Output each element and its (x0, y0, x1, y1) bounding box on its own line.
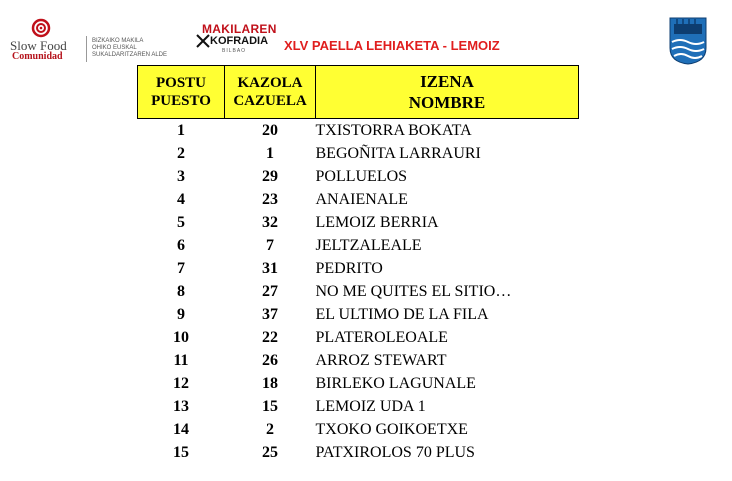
cross-swords-icon (196, 34, 210, 48)
bilbao-text: BILBAO (222, 48, 247, 54)
header-line: KAZOLA (237, 75, 303, 91)
makilaren-kofradia-logo (196, 20, 276, 60)
cell-position: 1 (177, 122, 185, 139)
makilaren-text: MAKILAREN (202, 22, 277, 36)
header-name (316, 66, 579, 119)
logo-divider (86, 36, 87, 62)
cell-name: LEMOIZ UDA 1 (315, 398, 426, 415)
cell-name: TXISTORRA BOKATA (315, 122, 472, 139)
header-line: IZENA (420, 72, 474, 91)
cell-name: ANAIENALE (315, 191, 408, 208)
cell-position: 13 (173, 398, 189, 415)
cell-pot: 22 (262, 329, 278, 346)
cell-position: 14 (173, 421, 189, 438)
cell-position: 2 (177, 145, 185, 162)
cell-name: NO ME QUITES EL SITIO… (315, 283, 512, 300)
tagline-line: OHIKO EUSKAL (92, 45, 137, 51)
header-position (138, 66, 225, 119)
table-row (138, 234, 579, 257)
cell-position: 4 (177, 191, 185, 208)
cell-name: PATXIROLOS 70 PLUS (315, 444, 475, 461)
header-line: NOMBRE (408, 93, 486, 112)
cell-position: 12 (173, 375, 189, 392)
slow-food-name: Slow Food (10, 38, 67, 53)
slow-food-sub: Comunidad (12, 51, 63, 62)
cell-pot: 15 (262, 398, 278, 415)
table-row (138, 119, 579, 143)
table-row (138, 418, 579, 441)
cell-position: 11 (173, 352, 189, 369)
kofradia-text: KOFRADIA (210, 35, 269, 47)
cell-pot: 26 (262, 352, 278, 369)
header-line: CAZUELA (233, 93, 307, 109)
table-row (138, 326, 579, 349)
cell-pot: 23 (262, 191, 278, 208)
cell-name: ARROZ STEWART (315, 352, 447, 369)
cell-pot: 27 (262, 283, 278, 300)
cell-name: PLATEROLEOALE (315, 329, 448, 346)
event-title: XLV PAELLA LEHIAKETA - LEMOIZ (284, 38, 500, 53)
results-table (137, 65, 579, 464)
cell-pot: 29 (262, 168, 278, 185)
cell-position: 6 (177, 237, 185, 254)
table-row (138, 188, 579, 211)
cell-name: PEDRITO (315, 260, 383, 277)
cell-pot: 25 (262, 444, 278, 461)
table-row (138, 280, 579, 303)
slow-food-tagline (92, 38, 167, 59)
cell-position: 15 (173, 444, 189, 461)
cell-name: JELTZALEALE (315, 237, 422, 254)
cell-pot: 7 (266, 237, 274, 254)
cell-pot: 1 (266, 145, 274, 162)
tagline-line: BIZKAIKO MAKILA (92, 38, 144, 44)
table-row (138, 441, 579, 464)
cell-pot: 18 (262, 375, 278, 392)
cell-position: 9 (177, 306, 185, 323)
municipal-shield-icon (668, 16, 708, 66)
table-row (138, 372, 579, 395)
cell-position: 3 (177, 168, 185, 185)
header-line: POSTU (155, 75, 206, 91)
cell-pot: 20 (262, 122, 278, 139)
cell-name: LEMOIZ BERRIA (315, 214, 439, 231)
slow-food-logo (6, 18, 181, 66)
cell-name: POLLUELOS (315, 168, 408, 185)
table-row (138, 165, 579, 188)
cell-position: 10 (173, 329, 189, 346)
cell-pot: 37 (262, 306, 278, 323)
cell-name: TXOKO GOIKOETXE (315, 421, 468, 438)
header-row (138, 66, 579, 119)
table-row (138, 257, 579, 280)
cell-position: 5 (177, 214, 185, 231)
table-row (138, 349, 579, 372)
header-line: PUESTO (151, 93, 211, 109)
cell-position: 8 (177, 283, 185, 300)
cell-pot: 31 (262, 260, 278, 277)
table-row (138, 142, 579, 165)
cell-position: 7 (177, 260, 185, 277)
table-row (138, 211, 579, 234)
snail-icon (30, 18, 52, 38)
cell-name: BEGOÑITA LARRAURI (315, 145, 481, 162)
header-pot (225, 66, 316, 119)
cell-pot: 2 (266, 421, 274, 438)
cell-pot: 32 (262, 214, 278, 231)
cell-name: EL ULTIMO DE LA FILA (315, 306, 489, 323)
cell-name: BIRLEKO LAGUNALE (315, 375, 476, 392)
table-row (138, 303, 579, 326)
tagline-line: SUKALDARITZAREN ALDE (92, 52, 168, 58)
table-row (138, 395, 579, 418)
